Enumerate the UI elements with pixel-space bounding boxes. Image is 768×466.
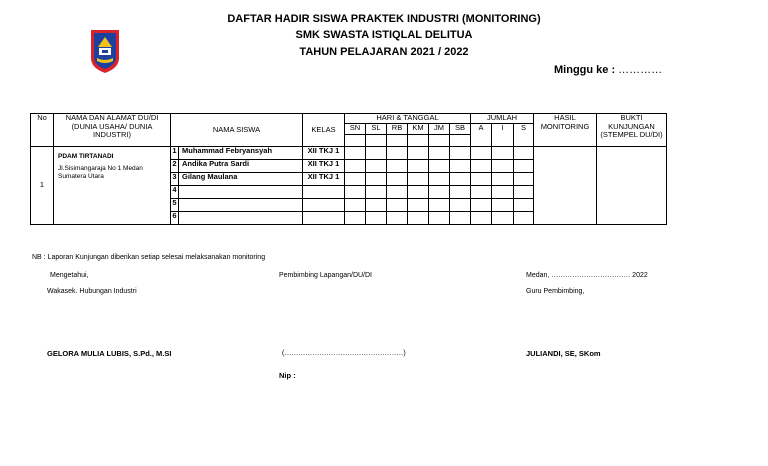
student-no: 6 [171,212,179,225]
student-no: 4 [171,186,179,199]
header-jumlah-s: S [514,124,534,147]
sig-left-line2: Wakasek. Hubungan Industri [47,288,137,295]
academic-year: TAHUN PELAJARAN 2021 / 2022 [299,46,469,58]
header-day: JM [429,124,450,135]
sig-left-line1: Mengetahui, [50,272,89,279]
header-bukti-kunjungan: BUKTI KUNJUNGAN (STEMPEL DU/DI) [597,114,667,147]
student-name [179,199,303,212]
student-name: Gilang Maulana [179,173,303,186]
header-jumlah: JUMLAH [471,114,534,124]
company-name: PDAM TIRTANADI [58,153,114,160]
company-address: Jl.Sisimangaraja No 1 Medan Sumatera Utara [58,165,143,180]
student-kelas [303,212,345,225]
student-no: 5 [171,199,179,212]
student-no: 1 [171,147,179,160]
header-day: RB [387,124,408,135]
header-nama-alamat: NAMA DAN ALAMAT DU/DI (DUNIA USAHA/ DUNIA INDUSTRI) [54,114,171,147]
sig-left-name: GELORA MULIA LUBIS, S.Pd., M.SI [47,349,172,358]
student-name [179,186,303,199]
student-no: 2 [171,160,179,173]
sig-middle-nip: Nip : [279,371,296,380]
student-name [179,212,303,225]
header-day: SB [450,124,471,135]
header-hari-tanggal: HARI & TANGGAL [345,114,471,124]
school-name: SMK SWASTA ISTIQLAL DELITUA [295,29,473,41]
header-hasil-monitoring: HASIL MONITORING [534,114,597,147]
student-name: Muhammad Febryansyah [179,147,303,160]
row-number: 1 [31,147,54,225]
student-kelas: XII TKJ 1 [303,147,345,160]
header-jumlah-a: A [471,124,492,147]
week-value: ………… [618,64,663,76]
student-name: Andika Putra Sardi [179,160,303,173]
footnote: NB : Laporan Kunjungan diberikan setiap selesai melaksanakan monitoring [32,254,266,261]
student-kelas [303,199,345,212]
student-kelas: XII TKJ 1 [303,160,345,173]
hasil-monitoring-cell [534,147,597,225]
sig-right-line1: Medan, ……………………………. 2022 [526,272,648,279]
student-no: 3 [171,173,179,186]
header-day: KM [408,124,429,135]
week-label: Minggu ke : ………… [554,64,663,76]
header-jumlah-i: I [492,124,514,147]
header-day: SL [366,124,387,135]
attendance-table [30,113,667,225]
page-title: DAFTAR HADIR SISWA PRAKTEK INDUSTRI (MONITORING) [227,13,541,25]
sig-right-name: JULIANDI, SE, SKom [526,349,601,358]
header-day: SN [345,124,366,135]
header-kelas: KELAS [303,114,345,147]
student-kelas [303,186,345,199]
table-row [31,147,667,160]
sig-middle-name: (……………………………………………) [282,350,406,357]
sig-right-line2: Guru Pembimbing, [526,288,585,295]
header-nama-siswa: NAMA SISWA [171,114,303,147]
bukti-kunjungan-cell [597,147,667,225]
student-kelas: XII TKJ 1 [303,173,345,186]
header-no: No [31,114,54,147]
sig-middle-line1: Pembimbing Lapangan/DU/DI [279,272,372,279]
company-cell [54,147,171,225]
